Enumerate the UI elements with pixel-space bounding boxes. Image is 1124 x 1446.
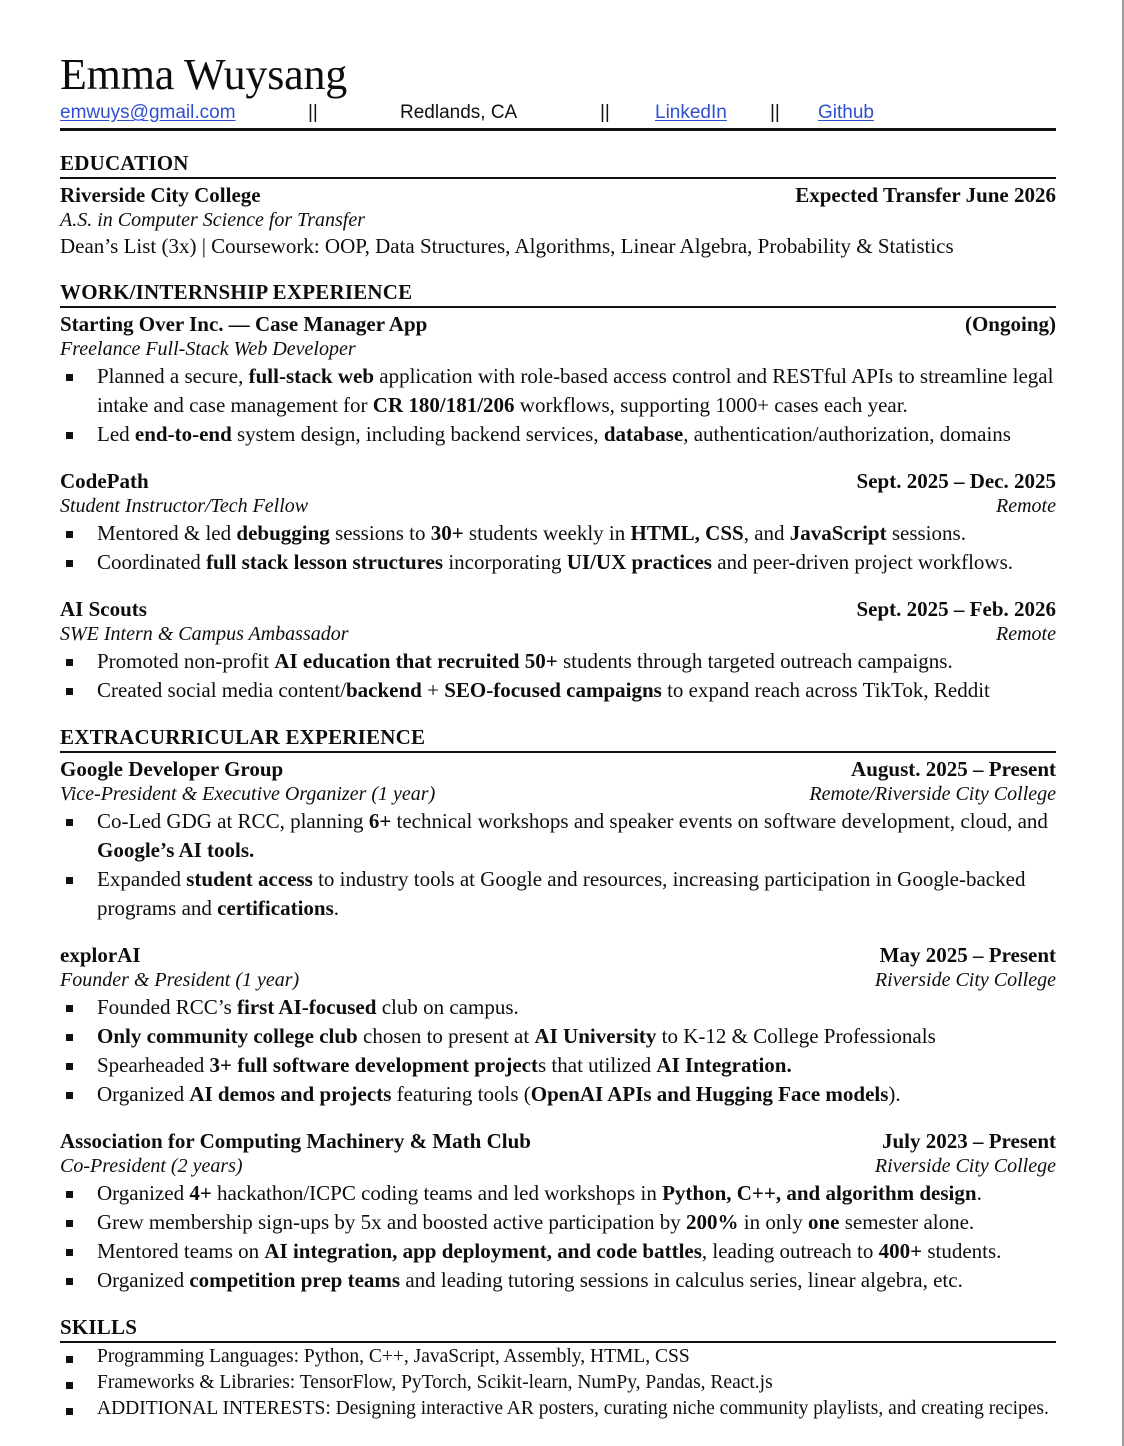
work-bullet: Coordinated full stack lesson structures incorporating UI/UX practices and peer-driven project workflows. [60,548,1056,577]
extracurricular-bullet-list [60,807,1056,923]
work-org: CodePath [60,469,149,493]
extracurricular-bullet: Organized 4+ hackathon/ICPC coding teams and led workshops in Python, C++, and algorithm design. [60,1179,1056,1208]
skills-list [60,1344,1056,1422]
extracurricular-location: Riverside City College [874,1155,1056,1177]
education-degree: A.S. in Computer Science for Transfer [60,209,365,231]
skill-item: Frameworks & Libraries: TensorFlow, PyTorch, Scikit-learn, NumPy, Pandas, React.js [60,1370,1056,1396]
extracurricular-bullet: Founded RCC’s first AI-focused club on campus. [60,993,1056,1022]
section-skills [60,1315,1056,1422]
extracurricular-entry-head [60,1128,1056,1154]
work-entry-subhead [60,622,1056,646]
section-title-skills: SKILLS [60,1315,1056,1343]
work-org: Starting Over Inc. — Case Manager App [60,312,428,336]
extracurricular-entry-list [60,756,1056,1295]
work-bullet: Created social media content/backend + SEO-focused campaigns to expand reach across TikTok, Reddit [60,676,1056,705]
extracurricular-entry [60,1128,1056,1295]
education-detail: Dean’s List (3x) | Coursework: OOP, Data Structures, Algorithms, Linear Algebra, Probability & Statistics [60,234,954,258]
work-org: AI Scouts [60,597,147,621]
extracurricular-bullet: Co-Led GDG at RCC, planning 6+ technical workshops and speaker events on software development, cloud, and Google’s AI tools. [60,807,1056,865]
extracurricular-bullet: Grew membership sign-ups by 5x and boosted active participation by 200% in only one semester alone. [60,1208,1056,1237]
education-head [60,182,1056,208]
section-title-extracurricular: EXTRACURRICULAR EXPERIENCE [60,725,1056,753]
resume-sheet [60,0,1056,1422]
work-entry-head [60,596,1056,622]
work-bullet-list [60,647,1056,705]
extracurricular-role: Vice-President & Executive Organizer (1 year) [60,783,436,805]
github-link[interactable]: Github [818,102,874,123]
extracurricular-entry-subhead [60,1154,1056,1178]
work-entry [60,311,1056,449]
work-date: Sept. 2025 – Dec. 2025 [856,469,1056,493]
work-entry-list [60,311,1056,705]
contact-line [60,102,1056,131]
extracurricular-bullet-list [60,993,1056,1109]
work-location: Remote [996,495,1056,517]
extracurricular-entry-subhead [60,968,1056,992]
education-entry [60,182,1056,260]
extracurricular-bullet-list [60,1179,1056,1295]
extracurricular-bullet: Mentored teams on AI integration, app deployment, and code battles, leading outreach to 400+ students. [60,1237,1056,1266]
extracurricular-entry-head [60,942,1056,968]
contact-separator-2: || [600,102,610,123]
extracurricular-role: Founder & President (1 year) [60,969,300,991]
work-bullet-list [60,519,1056,577]
education-degree-row [60,208,1056,232]
extracurricular-org: Google Developer Group [60,757,284,781]
work-entry-subhead [60,337,1056,361]
section-extracurricular [60,725,1056,1295]
extracurricular-bullet: Organized competition prep teams and leading tutoring sessions in calculus series, linear algebra, etc. [60,1266,1056,1295]
extracurricular-date: May 2025 – Present [879,943,1056,967]
extracurricular-bullet: Spearheaded 3+ full software development projects that utilized AI Integration. [60,1051,1056,1080]
extracurricular-entry-subhead [60,782,1056,806]
section-work [60,280,1056,705]
work-bullet: Planned a secure, full-stack web application with role-based access control and RESTful APIs to streamline legal intake and case management for CR 180/181/206 workflows, supporting 1000+ cases each year. [60,362,1056,420]
work-location: Remote [996,623,1056,645]
work-role: SWE Intern & Campus Ambassador [60,623,349,645]
work-bullet: Promoted non-profit AI education that recruited 50+ students through targeted outreach campaigns. [60,647,1056,676]
work-bullet: Mentored & led debugging sessions to 30+ students weekly in HTML, CSS, and JavaScript sessions. [60,519,1056,548]
email-link[interactable]: emwuys@gmail.com [60,102,236,123]
work-entry-head [60,311,1056,337]
extracurricular-org: Association for Computing Machinery & Math Club [60,1129,531,1153]
extracurricular-bullet: Expanded student access to industry tools at Google and resources, increasing participation in Google-backed programs and certifications. [60,865,1056,923]
work-bullet-list [60,362,1056,449]
extracurricular-entry [60,942,1056,1109]
work-bullet: Led end-to-end system design, including backend services, database, authentication/authorization, domains [60,420,1056,449]
contact-separator-3: || [770,102,780,123]
work-entry-head [60,468,1056,494]
extracurricular-date: July 2023 – Present [881,1129,1056,1153]
work-entry-subhead [60,494,1056,518]
location-text: Redlands, CA [400,102,518,123]
contact-separator-1: || [308,102,318,123]
extracurricular-date: August. 2025 – Present [851,757,1056,781]
candidate-name: Emma Wuysang [60,50,348,99]
work-date: (Ongoing) [964,312,1056,336]
section-title-education: EDUCATION [60,151,1056,179]
work-entry [60,596,1056,705]
extracurricular-org: explorAI [60,943,141,967]
education-school: Riverside City College [60,183,261,207]
section-title-work: WORK/INTERNSHIP EXPERIENCE [60,280,1056,308]
extracurricular-location: Riverside City College [874,969,1056,991]
extracurricular-entry [60,756,1056,923]
work-role: Freelance Full-Stack Web Developer [60,338,356,360]
extracurricular-entry-head [60,756,1056,782]
linkedin-link[interactable]: LinkedIn [655,102,727,123]
skill-item: Programming Languages: Python, C++, JavaScript, Assembly, HTML, CSS [60,1344,1056,1370]
education-date: Expected Transfer June 2026 [795,183,1056,207]
extracurricular-location: Remote/Riverside City College [809,783,1056,805]
section-education [60,151,1056,260]
work-date: Sept. 2025 – Feb. 2026 [856,597,1056,621]
extracurricular-bullet: Organized AI demos and projects featuring tools (OpenAI APIs and Hugging Face models). [60,1080,1056,1109]
extracurricular-role: Co-President (2 years) [60,1155,243,1177]
work-role: Student Instructor/Tech Fellow [60,495,309,517]
skill-item: ADDITIONAL INTERESTS: Designing interactive AR posters, curating niche community playlists, and creating recipes. [60,1396,1056,1422]
work-entry [60,468,1056,577]
extracurricular-bullet: Only community college club chosen to present at AI University to K-12 & College Professionals [60,1022,1056,1051]
